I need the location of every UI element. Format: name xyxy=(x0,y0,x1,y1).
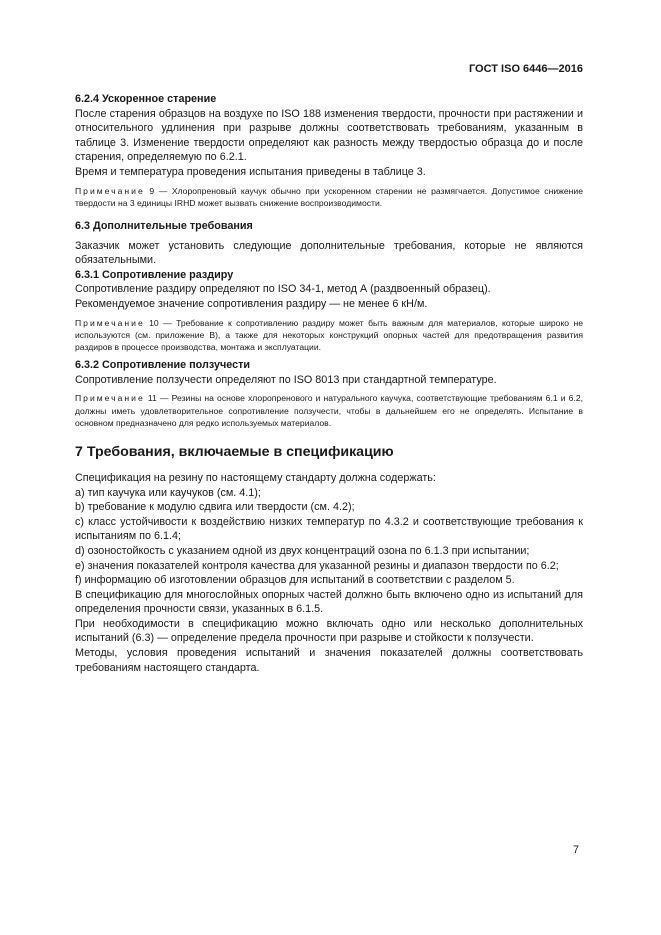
note-label: Примечание xyxy=(75,393,145,404)
section-7-paragraph-4: Методы, условия проведения испытаний и значения показателей должны соответствовать требованиям настоящего стандарта. xyxy=(75,647,583,674)
section-6-3-paragraph: Заказчик может установить следующие дополнительные требования, которые не являются обязательными. xyxy=(75,239,583,267)
note-label: Примечание xyxy=(75,317,145,328)
note-text: 11 — Резины на основе хлоропренового и натурального каучука, соответствующие требованиям 6.1 и 6.2, должны иметь удовлетворительное сопротивление ползучести, чтобы в дальнейшем его не определять. Испытание в основном предназначено для редко используемых материалов. xyxy=(75,393,584,428)
note-text: 10 — Требование к сопротивлению раздиру может быть важным для материалов, которые широко не используются (см. приложение В), а также для некоторых конструкций опорных частей для предотвращения развития раздиров в процессе производства, монтажа и эксплуатации. xyxy=(75,317,583,352)
list-item: c) класс устойчивости к воздействию низких температур по 4.3.2 и соответствующие требования к испытаниям по 6.1.4; xyxy=(75,515,583,543)
section-6-3-1-heading: 6.3.1 Сопротивление раздиру xyxy=(75,268,234,281)
note-10 xyxy=(75,317,583,354)
section-7-heading: 7 Требования, включаемые в спецификацию xyxy=(75,443,394,460)
note-label: Примечание xyxy=(75,185,145,196)
list-item: a) тип каучука или каучуков (см. 4.1); xyxy=(75,486,261,499)
standard-header: ГОСТ ISO 6446—2016 xyxy=(468,63,583,75)
section-7-paragraph-3: При необходимости в спецификацию можно включать одно или несколько дополнительных испытаний (6.3) — определение предела прочности при разрыве и стойкости к ползучести. xyxy=(75,617,583,645)
section-6-2-4-paragraph: После старения образцов на воздухе по ISO 188 изменения твердости, прочности при растяжении и относительного удлинения при разрыве должны соответствовать требованиям, указанным в таблице 3. Изменение твердости определяют как разность между твердостью образца до и после старения, определяемую по 6.2.1. xyxy=(75,107,583,164)
page-number: 7 xyxy=(572,844,579,856)
note-11 xyxy=(75,392,583,429)
list-item: d) озоностойкость с указанием одной из двух концентраций озона по 6.1.3 при испытании; xyxy=(75,544,530,557)
note-9 xyxy=(75,185,583,209)
note-text: 9 — Хлоропреновый каучук обычно при ускоренном старении не размягчается. Допустимое снижение твердости на 3 единицы IRHD может вызвать снижение воспроизводимости. xyxy=(75,185,584,208)
section-6-3-1-paragraph: Сопротивление раздиру определяют по ISO 34-1, метод А (раздвоенный образец). xyxy=(75,283,491,296)
section-6-3-heading: 6.3 Дополнительные требования xyxy=(75,219,253,232)
document-body xyxy=(75,92,583,675)
section-6-3-1-paragraph-2: Рекомендуемое значение сопротивления раздиру — не менее 6 кН/м. xyxy=(75,297,428,310)
section-6-3-2-heading: 6.3.2 Сопротивление ползучести xyxy=(75,359,251,372)
list-item: e) значения показателей контроля качества для указанной резины и диапазон твердости по 6.2; xyxy=(75,559,559,572)
section-6-3-2-paragraph: Сопротивление ползучести определяют по ISO 8013 при стандартной температуре. xyxy=(75,373,497,386)
section-6-2-4-heading: 6.2.4 Ускоренное старение xyxy=(75,93,217,105)
section-7-intro: Спецификация на резину по настоящему стандарту должна содержать: xyxy=(75,471,436,484)
list-item: f) информацию об изготовлении образцов для испытаний в соответствии с разделом 5. xyxy=(75,574,515,587)
section-7-paragraph-2: В спецификацию для многослойных опорных частей должно быть включено одно из испытаний для определения прочности связи, указанных в 6.1.5. xyxy=(75,588,583,616)
section-6-2-4-paragraph-2: Время и температура проведения испытания приведены в таблице 3. xyxy=(75,165,426,178)
list-item: b) требование к модулю сдвига или твердости (см. 4.2); xyxy=(75,501,355,514)
